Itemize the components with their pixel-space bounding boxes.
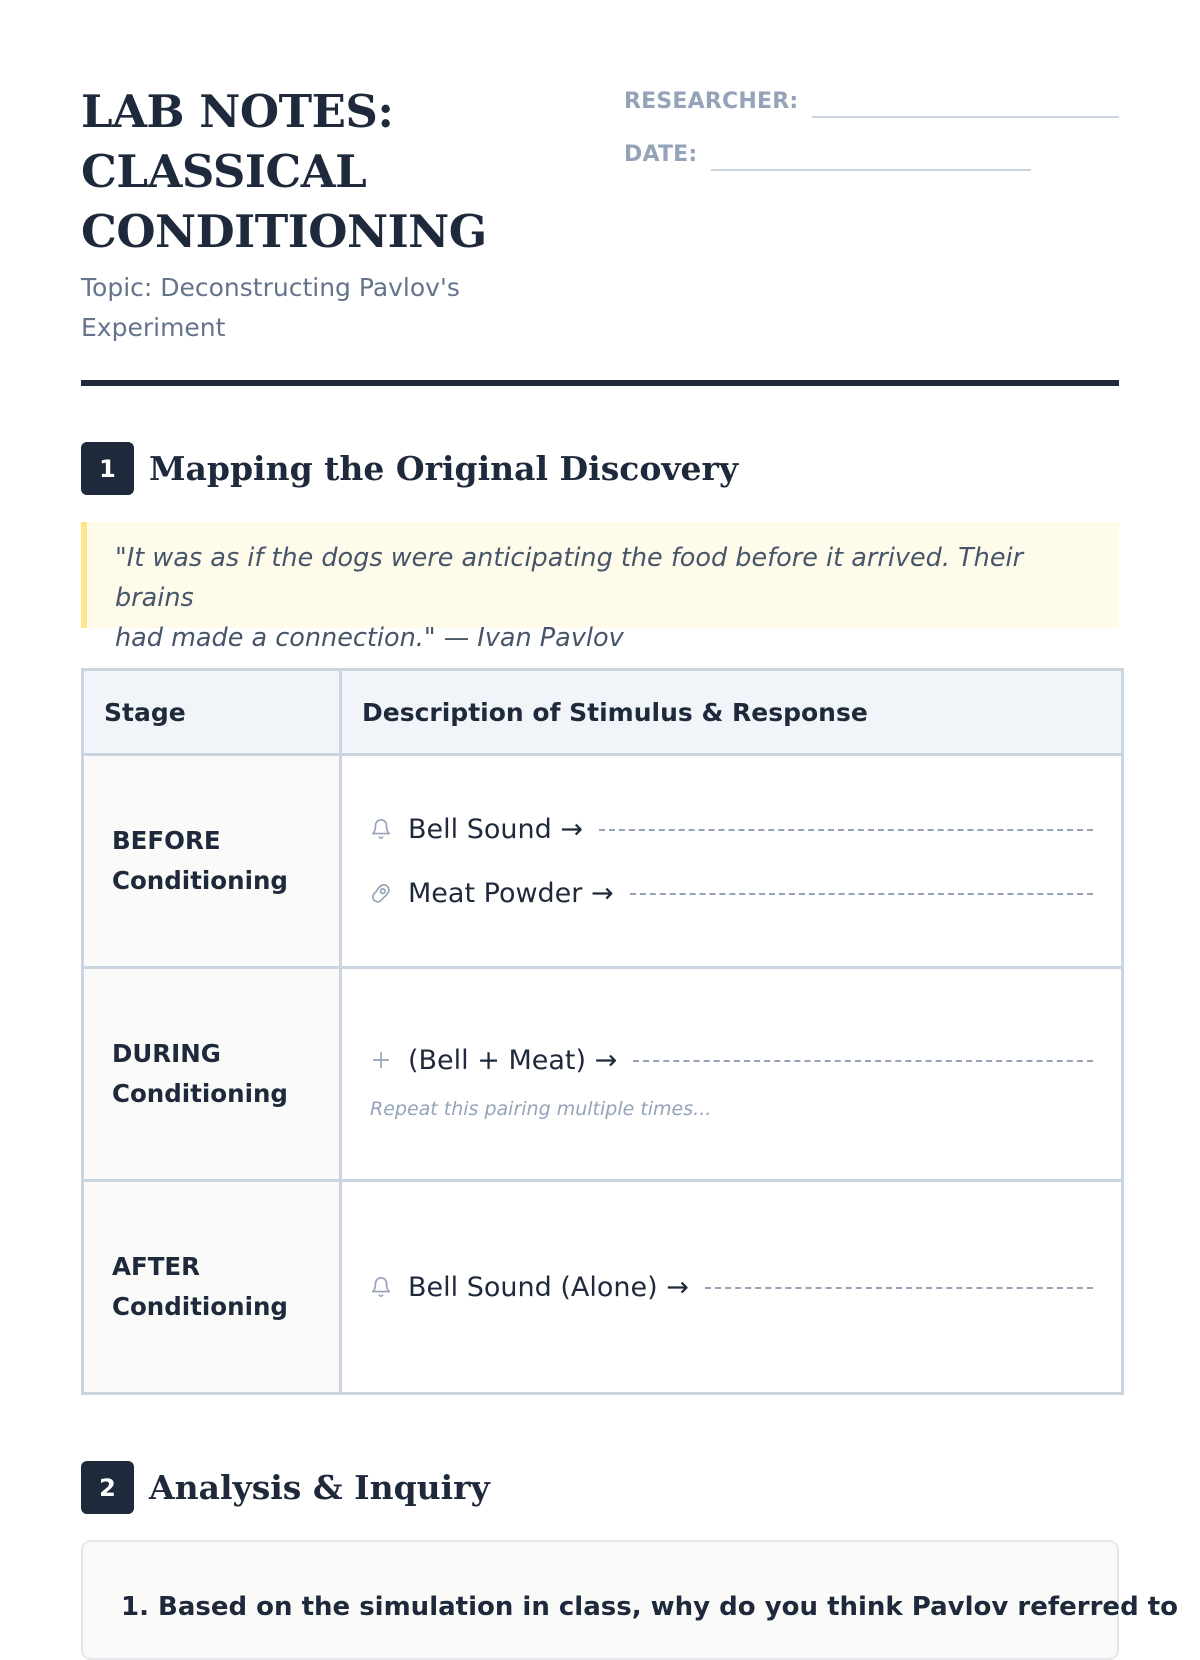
stage-line: BEFORE: [112, 826, 221, 855]
stage-label: [84, 1247, 288, 1327]
answer-blank[interactable]: [630, 893, 1093, 895]
stimulus-line: [370, 873, 1093, 913]
stimulus-text: (Bell + Meat) →: [408, 1044, 618, 1076]
title-block: [81, 82, 521, 348]
description-cell: [342, 756, 1121, 966]
stimulus-text: Bell Sound →: [408, 813, 583, 845]
researcher-row: [624, 84, 1119, 114]
stage-cell: [84, 1182, 342, 1392]
table-header-row: [84, 671, 1121, 753]
stage-cell: [84, 969, 342, 1179]
description-cell: [342, 1182, 1121, 1392]
section-2-heading: [81, 1461, 490, 1514]
stimulus-text: Meat Powder →: [408, 877, 614, 909]
section-title: Analysis & Inquiry: [149, 1468, 490, 1507]
worksheet-header: [81, 0, 1119, 386]
date-field[interactable]: [711, 167, 1031, 171]
title-line: CONDITIONING: [81, 205, 487, 258]
researcher-field[interactable]: [812, 114, 1119, 118]
date-label: DATE:: [624, 142, 698, 167]
stimulus-text: Bell Sound (Alone) →: [408, 1271, 689, 1303]
analysis-question: 1. Based on the simulation in class, why do you think Pavlov referred to: [121, 1592, 1179, 1622]
stimulus-line: [370, 1267, 1093, 1307]
stimulus-line: [370, 1040, 1093, 1080]
table-row: [84, 966, 1121, 1179]
page-title: [81, 82, 521, 262]
meta-fields: [624, 84, 1119, 190]
header-cell-description: [342, 671, 1121, 753]
stimulus-line: [370, 809, 1093, 849]
meat-icon: [370, 882, 392, 904]
stage-line: DURING: [112, 1039, 221, 1068]
researcher-label: RESEARCHER:: [624, 89, 799, 114]
quote-line: had made a connection." — Ivan Pavlov: [115, 623, 624, 653]
description-cell: [342, 969, 1121, 1179]
stage-cell: [84, 756, 342, 966]
section-number-badge: 2: [81, 1461, 134, 1514]
stage-label: [84, 821, 288, 901]
analysis-question-box: [81, 1540, 1179, 1660]
subtitle-line: Topic: Deconstructing Pavlov's: [81, 273, 460, 302]
bell-icon: [370, 818, 392, 840]
stage-line: Conditioning: [112, 866, 288, 895]
date-row: [624, 137, 1119, 167]
bell-icon: [370, 1276, 392, 1298]
column-header: Description of Stimulus & Response: [362, 697, 868, 727]
quote-line: "It was as if the dogs were anticipating the food before it arrived. Their brains: [115, 543, 1024, 613]
column-header: Stage: [104, 697, 186, 727]
subtitle-line: Experiment: [81, 313, 226, 342]
stage-line: Conditioning: [112, 1292, 288, 1321]
answer-blank[interactable]: [705, 1287, 1093, 1289]
section-1-heading: [81, 442, 738, 495]
plus-icon: [370, 1049, 392, 1071]
stage-label: [84, 1034, 288, 1114]
conditioning-table: [81, 668, 1124, 1395]
pairing-hint: Repeat this pairing multiple times...: [370, 1098, 712, 1120]
stage-line: Conditioning: [112, 1079, 288, 1108]
answer-blank[interactable]: [633, 1060, 1093, 1062]
pavlov-quote: [81, 522, 1119, 653]
section-number-badge: 1: [81, 442, 134, 495]
title-line: CLASSICAL: [81, 145, 367, 198]
page-subtitle: [81, 268, 521, 348]
stage-line: AFTER: [112, 1252, 201, 1281]
answer-blank[interactable]: [599, 829, 1093, 831]
header-cell-stage: [84, 671, 342, 753]
section-title: Mapping the Original Discovery: [149, 449, 739, 488]
table-row: [84, 1179, 1121, 1392]
table-row: [84, 753, 1121, 966]
title-line: LAB NOTES:: [81, 85, 394, 138]
